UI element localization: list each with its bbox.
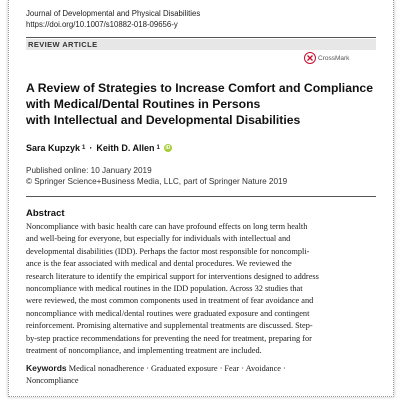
abstract-line: by-step practice recommendations for preventing the need for treatment, preparing for xyxy=(26,333,312,343)
doi-link[interactable]: https://doi.org/10.1007/s10882-018-09656-y xyxy=(26,20,178,29)
abstract-text xyxy=(26,221,376,357)
keywords-list: Medical nonadherence · Graduated exposure · Fear · Avoidance · xyxy=(68,364,286,373)
author-separator: · xyxy=(89,143,93,153)
keywords-section xyxy=(26,362,376,387)
abstract-rule xyxy=(26,196,376,197)
abstract-line: reinforcement. Promising alternative and supplemental treatments are discussed. Step- xyxy=(26,321,313,331)
published-online-date: Published online: 10 January 2019 xyxy=(26,166,152,175)
author-affiliation: 1 xyxy=(156,145,160,151)
journal-header xyxy=(26,8,200,30)
crossmark-icon xyxy=(304,52,316,64)
title-line-2: with Medical/Dental Routines in Persons xyxy=(26,97,261,111)
article-type-label: REVIEW ARTICLE xyxy=(28,40,98,49)
keywords-list-continued: Noncompliance xyxy=(26,376,79,385)
article-title xyxy=(26,80,376,128)
author-list xyxy=(26,143,172,153)
author-name[interactable]: Sara Kupzyk xyxy=(26,143,81,153)
orcid-icon[interactable]: iD xyxy=(165,145,171,151)
author-affiliation: 1 xyxy=(82,145,86,151)
abstract-line: noncompliance with medical routines in the IDD population. Across 32 studies that xyxy=(26,284,303,294)
article-type-band xyxy=(26,39,376,50)
abstract-line: and well-being for everyone, but especially for individuals with intellectual and xyxy=(26,234,291,244)
abstract-line: developmental disabilities (IDD). Perhaps the factor most responsible for noncompli- xyxy=(26,246,310,256)
abstract-line: treatment of noncompliance, and implementing treatment are included. xyxy=(26,346,262,356)
abstract-line: Noncompliance with basic health care can have profound effects on long term health xyxy=(26,222,308,231)
keywords-label: Keywords xyxy=(26,363,67,373)
abstract-heading: Abstract xyxy=(26,208,65,219)
title-line-3: with Intellectual and Developmental Disabilities xyxy=(26,113,301,127)
abstract-line: noncompliance with medical/dental routines were graduated exposure and contingent xyxy=(26,308,310,318)
abstract-line: research literature to identify the empirical support for interventions designed to address xyxy=(26,271,319,281)
copyright-notice: © Springer Science+Business Media, LLC, part of Springer Nature 2019 xyxy=(26,177,288,186)
journal-name: Journal of Developmental and Physical Disabilities xyxy=(26,9,201,18)
abstract-line: were reviewed, the most common components used in treatment of fear avoidance and xyxy=(26,296,314,306)
publication-info xyxy=(26,165,287,187)
crossmark-badge[interactable] xyxy=(304,52,349,64)
abstract-line: ance is the fear associated with medical and dental procedures. We reviewed the xyxy=(26,259,292,269)
crossmark-label: CrossMark xyxy=(318,54,350,62)
author-name[interactable]: Keith D. Allen xyxy=(96,143,155,153)
header-rule xyxy=(26,37,376,38)
title-line-1: A Review of Strategies to Increase Comfort and Compliance xyxy=(26,81,373,95)
